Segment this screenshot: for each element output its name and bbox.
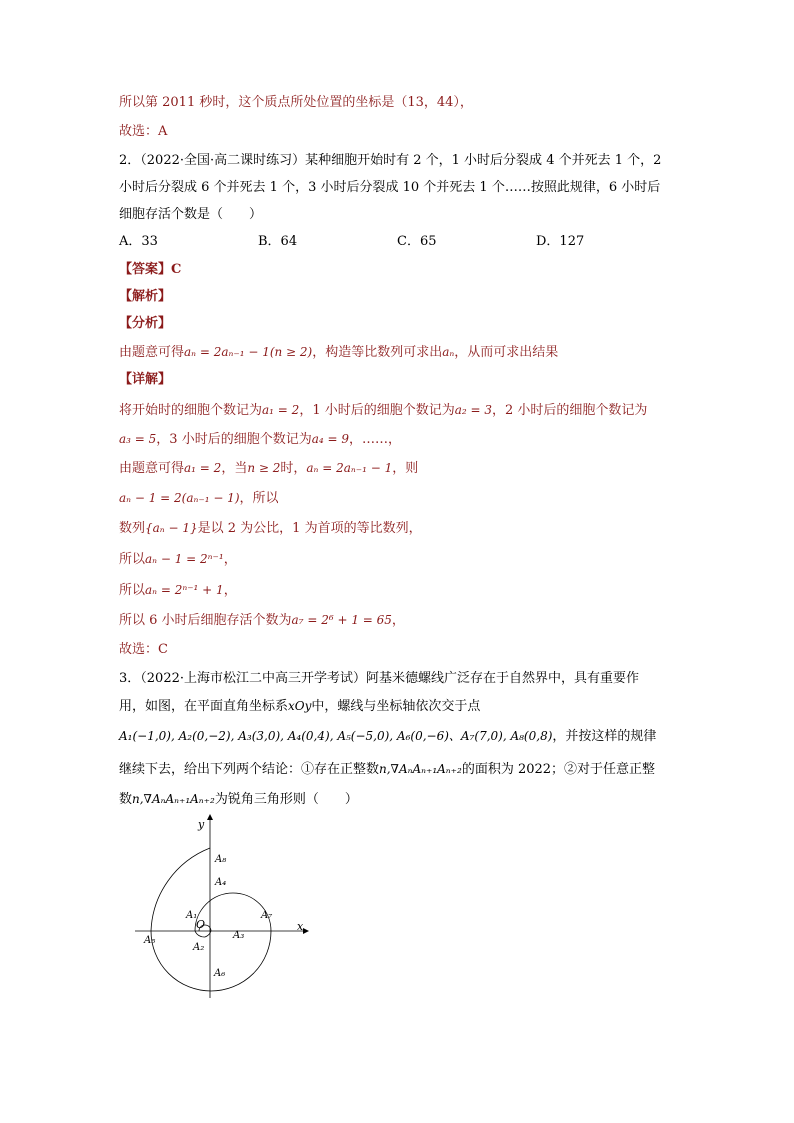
- detail-line-3: [119, 460, 418, 477]
- y-axis-arrow: [207, 814, 213, 820]
- q3-line-5-text-b: 为锐角三角形则（ ）: [214, 792, 358, 807]
- detail-6-text-b: ，: [223, 552, 237, 567]
- question-3-line-1: 3．（2022·上海市松江二中高三开学考试）阿基米德螺线广泛存在于自然界中，具有重要作: [119, 671, 639, 686]
- detail-line-1: [119, 402, 647, 419]
- prev-answer-choice: 故选：A: [119, 124, 168, 139]
- detail-6-text-a: 所以: [119, 552, 146, 567]
- detail-3-formula-2: n ≥ 2: [247, 461, 281, 475]
- q3-line-4-text-b: 的面积为 2022；②对于任意正整: [461, 762, 656, 777]
- detail-2-formula-1: a₃ = 5: [119, 432, 157, 446]
- answer-heading: 【答案】C: [119, 262, 182, 277]
- analysis-an: aₙ: [442, 345, 455, 359]
- question-3-line-5: [119, 791, 358, 808]
- detail-line-2: [119, 431, 401, 448]
- detail-3-formula-1: a₁ = 2: [184, 461, 222, 475]
- detail-1-text-a: 将开始时的细胞个数记为: [119, 403, 263, 418]
- prev-solution-conclusion: 所以第 2011 秒时，这个质点所处位置的坐标是（13，44），: [119, 95, 473, 110]
- detail-7-text-b: ，: [223, 583, 237, 598]
- detail-3-text-a: 由题意可得: [119, 461, 185, 476]
- question-3-line-4: [119, 761, 655, 778]
- spiral-curve: [151, 848, 271, 991]
- detail-7-formula: aₙ = 2ⁿ⁻¹ + 1: [145, 583, 224, 597]
- detail-line-4: [119, 490, 279, 507]
- origin-label: O: [196, 918, 206, 931]
- detail-1-formula-1: a₁ = 2: [262, 403, 300, 417]
- q3-line-2-text-b: 中，螺线与坐标轴依次交于点: [311, 699, 481, 714]
- detail-1-text-b: ，1 小时后的细胞个数记为: [299, 403, 455, 418]
- detail-heading: 【详解】: [119, 372, 172, 387]
- x-axis-label: x: [297, 920, 304, 933]
- y-axis-label: y: [198, 818, 205, 831]
- q3-line-5-text-a: 数: [119, 792, 133, 807]
- q3-line-2-formula: xOy: [288, 699, 312, 713]
- detail-3-text-c: 时，: [280, 461, 307, 476]
- detail-3-text-b: ，当: [221, 461, 248, 476]
- point-label-a2: A₂: [193, 942, 205, 953]
- detail-6-formula: aₙ − 1 = 2ⁿ⁻¹: [145, 552, 224, 566]
- detail-1-formula-2: a₂ = 3: [454, 403, 493, 417]
- question-2-line-1: 2．（2022·全国·高二课时练习）某种细胞开始时有 2 个，1 小时后分裂成 4 个并死去 1 个，2: [119, 153, 662, 168]
- detail-2-text-a: ，3 小时后的细胞个数记为: [156, 432, 312, 447]
- detail-5-formula: {aₙ − 1}: [145, 521, 198, 535]
- detail-1-text-c: ，2 小时后的细胞个数记为: [492, 403, 648, 418]
- analysis-text-a: 由题意可得: [119, 345, 185, 360]
- analysis-sub-heading: 【分析】: [119, 316, 172, 331]
- detail-line-7: [119, 582, 237, 599]
- question-2-line-3: 细胞存活个数是（ ）: [119, 207, 263, 222]
- point-label-a3: A₃: [233, 930, 245, 941]
- point-label-a4: A₄: [215, 877, 227, 888]
- question-2-line-2: 小时后分裂成 6 个并死去 1 个，3 小时后分裂成 10 个并死去 1 个……按照此规律，6 小时后: [119, 180, 661, 195]
- q3-line-5-formula: n,∇AₙAₙ₊₁Aₙ₊₂: [132, 792, 215, 806]
- detail-3-text-d: ，则: [392, 461, 419, 476]
- detail-2-text-b: ，……，: [349, 432, 402, 447]
- detail-8-text-b: ，: [391, 613, 405, 628]
- detail-line-5: [119, 520, 422, 537]
- q3-points-formula: A₁(−1,0), A₂(0,−2), A₃(3,0), A₄(0,4), A₅(−5,0), A₆(0,−6)、A₇(7,0), A₈(0,8): [119, 729, 553, 743]
- detail-5-text-a: 数列: [119, 521, 146, 536]
- detail-7-text-a: 所以: [119, 583, 146, 598]
- q3-line-3-text: ，并按这样的规律: [552, 729, 657, 744]
- detail-8-text-a: 所以 6 小时后细胞存活个数为: [119, 613, 292, 628]
- question-3-line-2: [119, 698, 480, 715]
- detail-4-text: ，所以: [239, 491, 279, 506]
- q3-line-4-formula: n,∇AₙAₙ₊₁Aₙ₊₂: [379, 762, 462, 776]
- analysis-heading: 【解析】: [119, 289, 172, 304]
- detail-line-8: [119, 612, 405, 629]
- option-d: D．127: [536, 234, 585, 249]
- point-label-a6: A₆: [214, 968, 226, 979]
- analysis-text: [119, 344, 558, 361]
- q3-line-4-text-a: 继续下去，给出下列两个结论：①存在正整数: [119, 762, 380, 777]
- option-a: A．33: [119, 234, 158, 249]
- detail-answer: 故选：C: [119, 642, 168, 657]
- detail-3-formula-3: aₙ = 2aₙ₋₁ − 1: [306, 461, 393, 475]
- detail-2-formula-2: a₄ = 9: [311, 432, 349, 446]
- x-axis-arrow: [303, 928, 309, 934]
- point-label-a7: A₇: [261, 910, 273, 921]
- point-label-a5: A₅: [144, 935, 156, 946]
- analysis-formula: aₙ = 2aₙ₋₁ − 1(n ≥ 2): [184, 345, 313, 359]
- q3-line-2-text-a: 用，如图，在平面直角坐标系: [119, 699, 289, 714]
- detail-4-formula: aₙ − 1 = 2(aₙ₋₁ − 1): [119, 491, 240, 505]
- analysis-text-b: ，构造等比数列可求出: [312, 345, 443, 360]
- detail-line-6: [119, 551, 237, 568]
- analysis-text-c: ，从而可求出结果: [454, 345, 559, 360]
- point-label-a8: A₈: [215, 854, 227, 865]
- detail-8-formula: a₇ = 2⁶ + 1 = 65: [291, 613, 392, 627]
- detail-5-text-b: 是以 2 为公比，1 为首项的等比数列，: [197, 521, 422, 536]
- option-c: C．65: [397, 234, 437, 249]
- spiral-figure: [135, 812, 315, 1002]
- point-label-a1: A₁: [186, 910, 198, 921]
- question-3-line-3: [119, 728, 656, 745]
- option-b: B．64: [258, 234, 298, 249]
